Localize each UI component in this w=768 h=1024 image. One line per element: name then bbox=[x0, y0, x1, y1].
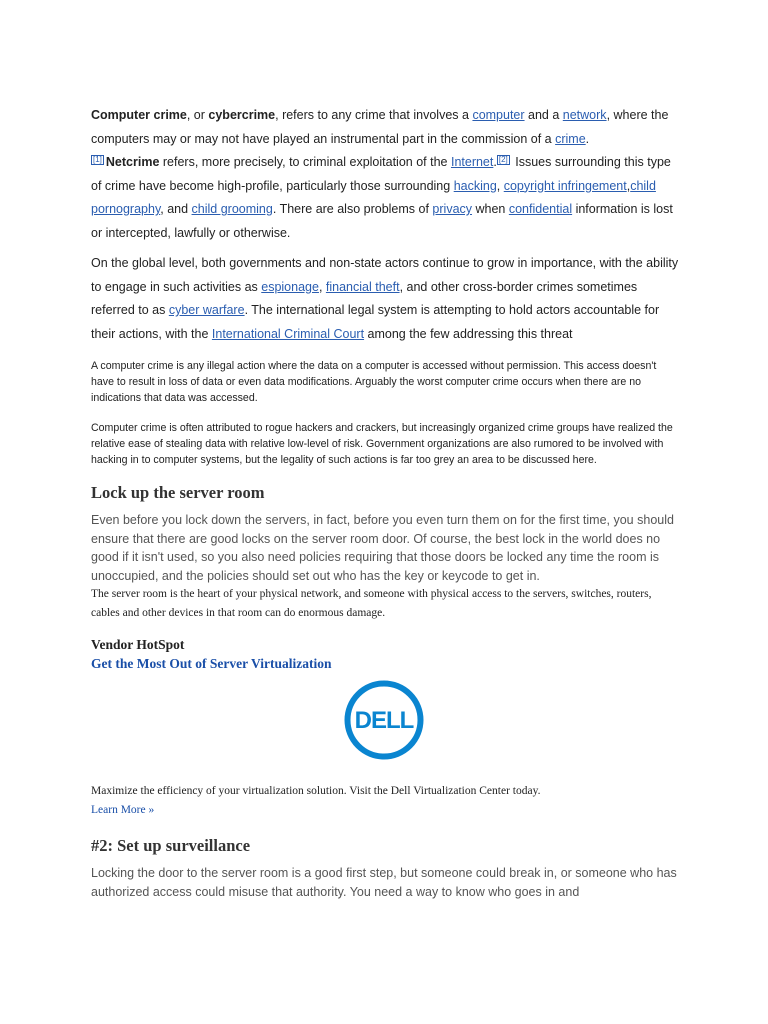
text: . bbox=[585, 131, 590, 146]
vendor-description: Maximize the efficiency of your virtualization solution. Visit the Dell Virtualization Center today. bbox=[91, 785, 541, 797]
text: , and bbox=[160, 202, 192, 216]
section-heading-surveillance: #2: Set up surveillance bbox=[91, 836, 251, 855]
attribution-paragraph: Computer crime is often attributed to rogue hackers and crackers, but increasingly organized crime groups have realized the relative ease of stealing data with relative low-level of risk. Government organizations are also rumored to be involved with hacking in to computer systems, but the legality of such actions is far too grey an area to be discussed here. bbox=[91, 422, 673, 466]
text: . There are also problems of bbox=[272, 202, 433, 216]
text: . bbox=[493, 155, 497, 169]
vendor-virtualization-link[interactable]: Get the Most Out of Server Virtualization bbox=[91, 656, 332, 671]
link-confidential[interactable]: confidential bbox=[508, 202, 573, 216]
text: , refers to any crime that involves a bbox=[275, 108, 473, 122]
term-computer-crime: Computer crime bbox=[91, 108, 187, 122]
dell-logo[interactable] bbox=[343, 679, 425, 761]
text: , bbox=[496, 178, 504, 193]
link-child-grooming[interactable]: child grooming bbox=[191, 202, 273, 216]
text: and a bbox=[524, 108, 563, 122]
text: , where the computers may or may not have played an instrumental part in the commission of a bbox=[91, 108, 669, 146]
citation-1[interactable]: [1] bbox=[93, 155, 102, 164]
term-cybercrime: cybercrime bbox=[208, 108, 276, 122]
intro-paragraph bbox=[91, 104, 681, 245]
link-computer[interactable]: computer bbox=[472, 108, 525, 122]
text: Issues surrounding this type of crime have become high-profile, particularly those surrounding bbox=[91, 155, 671, 193]
vendor-hotspot-label: Vendor HotSpot bbox=[91, 637, 185, 652]
text: when bbox=[472, 202, 509, 216]
learn-more-link[interactable]: Learn More » bbox=[91, 804, 155, 816]
link-espionage[interactable]: espionage bbox=[261, 279, 319, 294]
dell-logo-text: DELL bbox=[354, 707, 414, 734]
section-body-lock-server-room: Even before you lock down the servers, in fact, before you even turn them on for the first time, you should ensure that there are good locks on the server room door. Of course, the best lock in the world does no good if it isn't used, so you also need policies requiring that those doors be locked any time the room is unoccupied, and the policies should set out who has the key or keycode to get in. bbox=[91, 513, 674, 583]
term-netcrime: Netcrime bbox=[105, 155, 160, 169]
citation-2[interactable]: [2] bbox=[498, 155, 508, 164]
definition-paragraph: A computer crime is any illegal action where the data on a computer is accessed without permission. This access doesn't have to result in loss of data or even data modifications. Arguably the worst computer crime occurs when there are no indications that data was accessed. bbox=[91, 360, 657, 404]
text: , or bbox=[186, 108, 209, 122]
section-heading-lock-server-room: Lock up the server room bbox=[91, 483, 265, 502]
link-hacking[interactable]: hacking bbox=[453, 178, 497, 193]
document-page bbox=[91, 104, 681, 901]
dell-logo-container bbox=[91, 679, 681, 771]
text: refers, more precisely, to criminal exploitation of the bbox=[159, 155, 451, 169]
link-privacy[interactable]: privacy bbox=[432, 202, 473, 216]
link-copyright-infringement[interactable]: copyright infringement bbox=[503, 178, 627, 193]
text: , and other cross-border crimes sometimes referred to as bbox=[91, 279, 638, 317]
text: On the global level, both governments and non-state actors continue to grow in importance, with the ability to engage in such activities as bbox=[91, 256, 679, 294]
text: , bbox=[318, 279, 326, 294]
link-crime[interactable]: crime bbox=[555, 131, 586, 146]
link-network[interactable]: network bbox=[562, 108, 607, 122]
text: , bbox=[626, 178, 631, 193]
link-internet[interactable]: Internet bbox=[450, 155, 494, 169]
link-child-pornography[interactable]: child pornography bbox=[91, 178, 656, 216]
section-body-surveillance: Locking the door to the server room is a good first step, but someone could break in, or someone who has authorized access could misuse that authority. You need a way to know who goes in and bbox=[91, 866, 677, 899]
text: information is lost or intercepted, lawfully or otherwise. bbox=[91, 202, 673, 240]
global-paragraph bbox=[91, 252, 681, 346]
server-room-note: The server room is the heart of your physical network, and someone with physical access to the servers, switches, routers, cables and other devices in that room can do enormous damage. bbox=[91, 588, 652, 619]
text: among the few addressing this threat bbox=[364, 326, 573, 341]
link-financial-theft[interactable]: financial theft bbox=[325, 279, 400, 294]
link-cyber-warfare[interactable]: cyber warfare bbox=[168, 303, 245, 317]
text: . The international legal system is attempting to hold actors accountable for their actions, with the bbox=[91, 303, 660, 341]
link-international-criminal-court[interactable]: International Criminal Court bbox=[211, 326, 365, 341]
